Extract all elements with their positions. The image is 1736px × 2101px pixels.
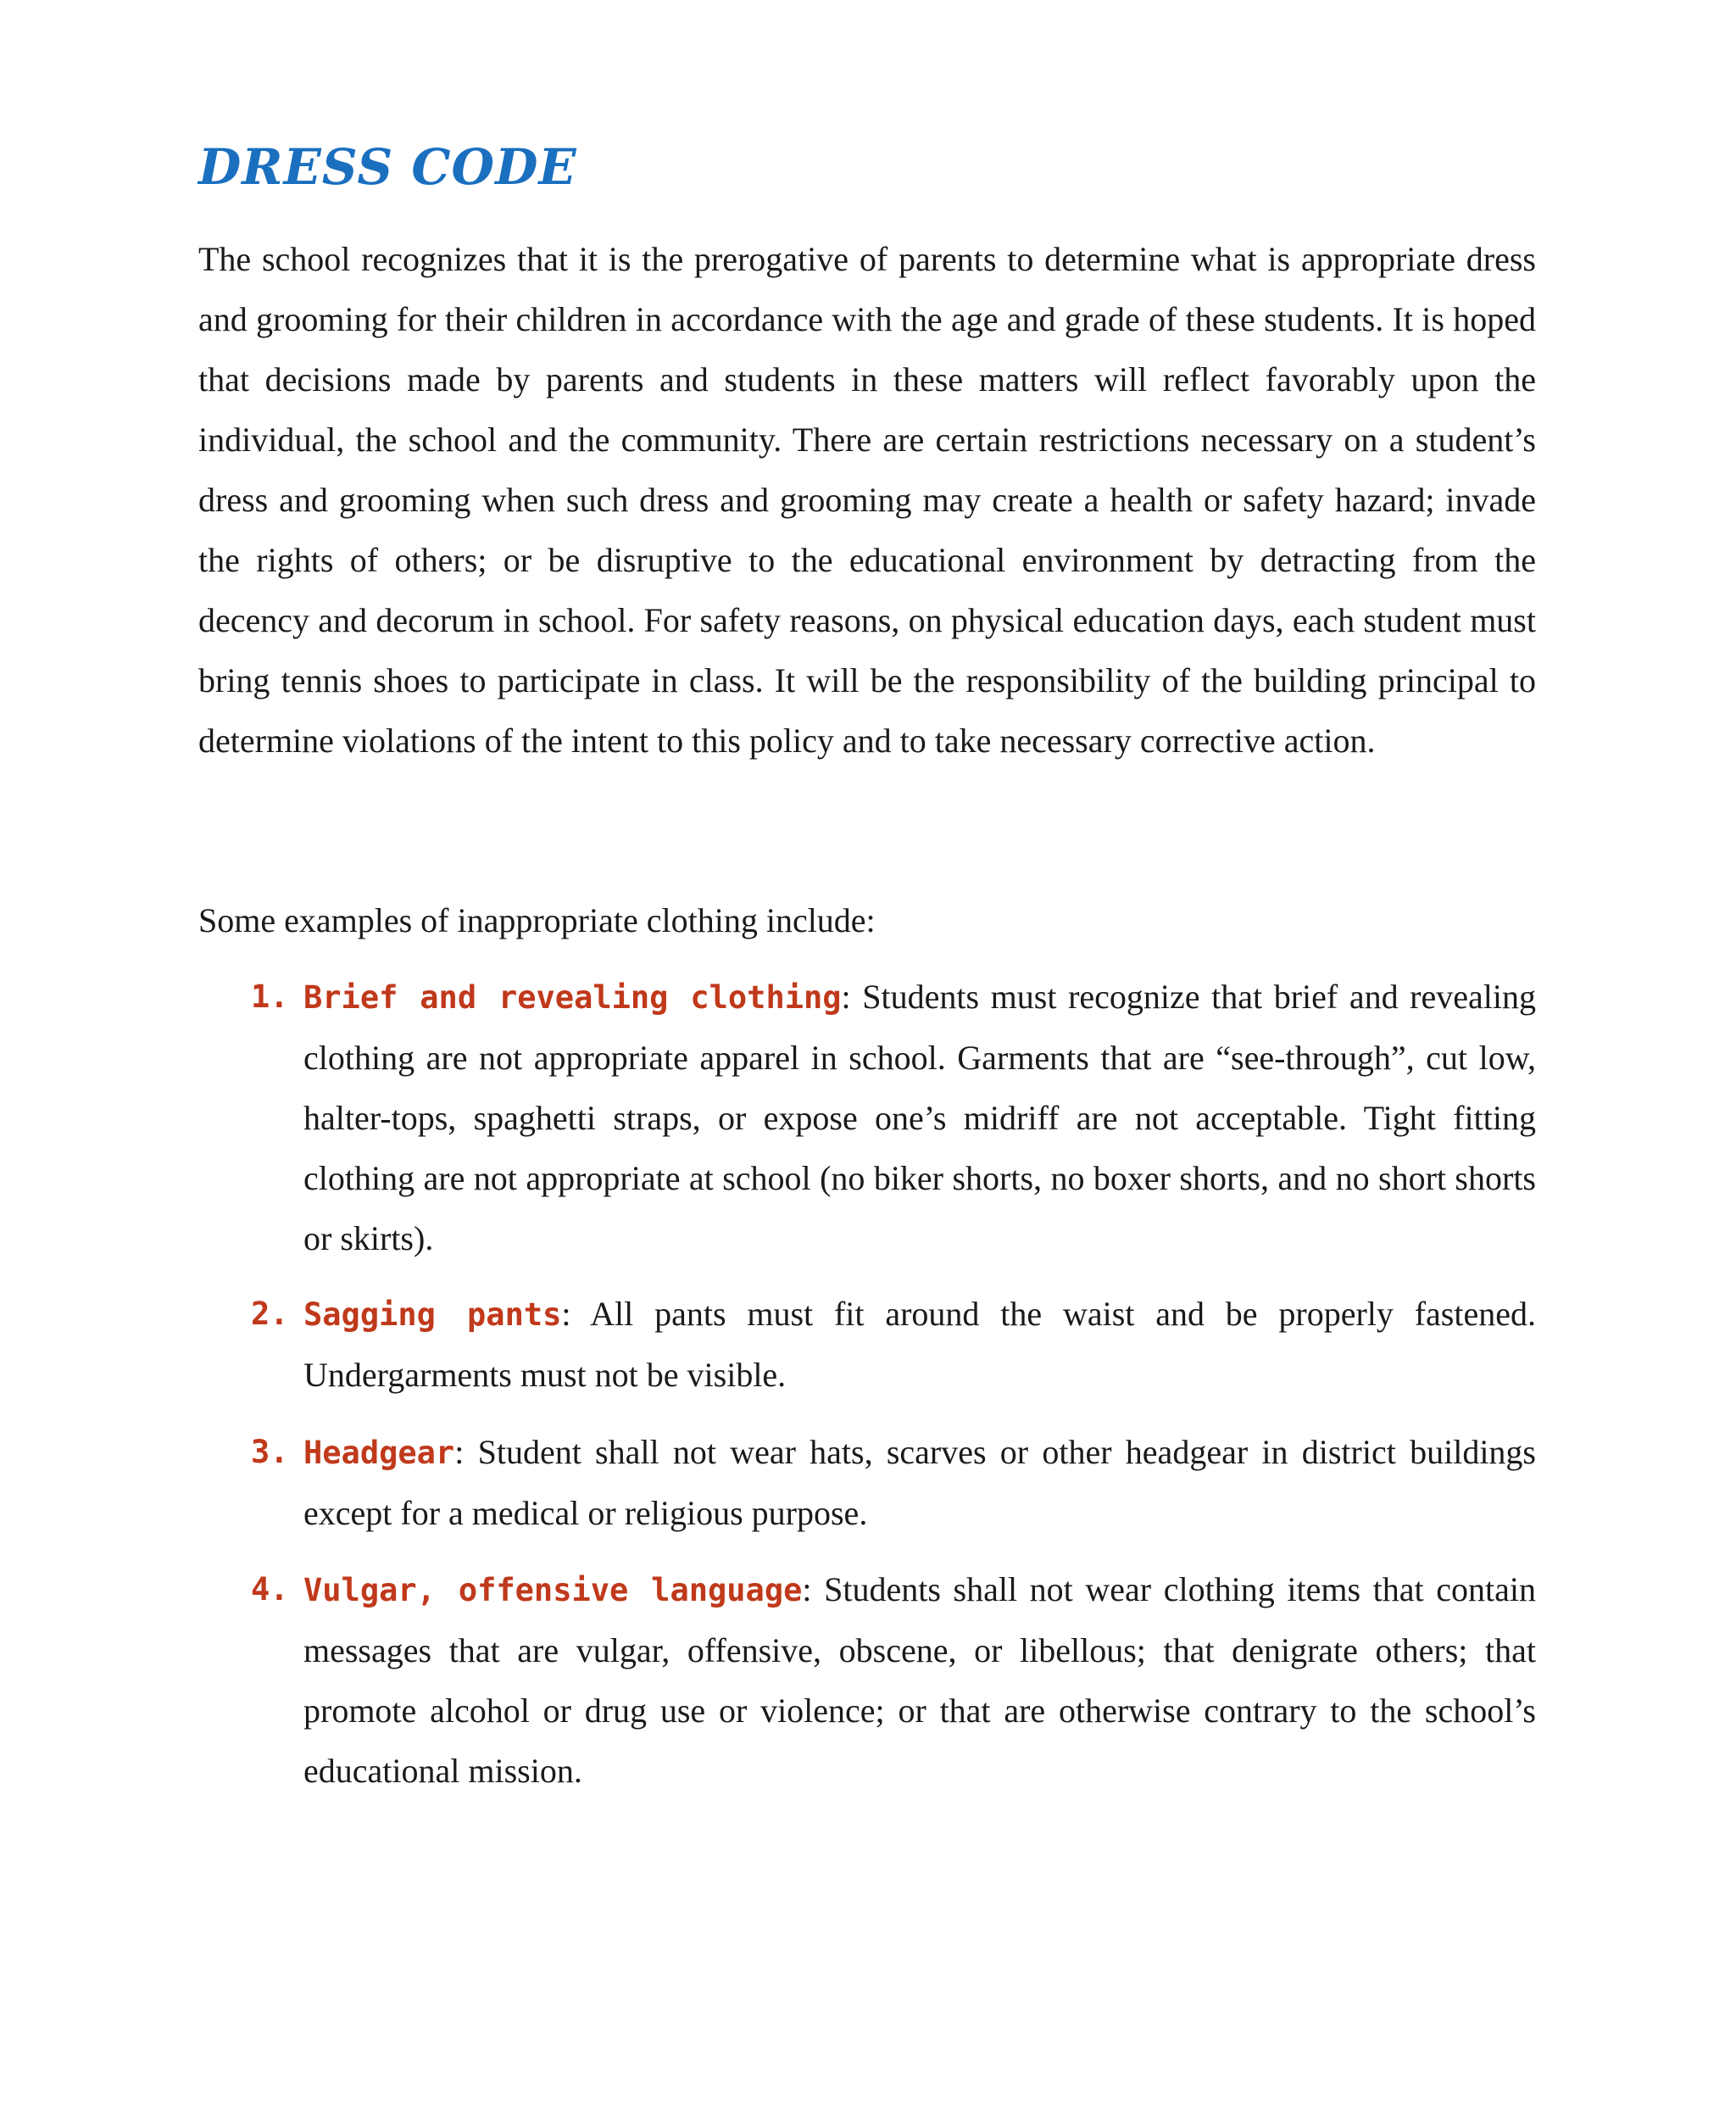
list-item-body [303,1284,1536,1405]
page-title: DRESS CODE [198,138,577,196]
list-item-term: Brief and revealing clothing [303,979,842,1016]
examples-lead-text: Some examples of inappropriate clothing include: [198,901,876,939]
list-item-description: : Students shall not wear clothing items that contain messages that are vulgar, offensive, obscene, or libellous; that denigrate others; that promote alcohol or drug use or violence; or that are otherwise contrary to the school’s educational mission. [303,1570,1536,1790]
list-item-description: : All pants must fit around the waist and be properly fastened. Undergarments must not be visible. [303,1295,1536,1394]
list-item-description: : Student shall not wear hats, scarves or other headgear in district buildings except for a medical or religious purpose. [303,1433,1536,1532]
list-item-term: Vulgar, offensive language [303,1572,803,1608]
list-item-description: : Students must recognize that brief and revealing clothing are not appropriate apparel in school. Garments that are “see-through”, cut low, halter-tops, spaghetti straps, or expose one’s midriff are not acceptable. Tight fitting clothing are not appropriate at school (no biker shorts, no boxer shorts, and no short shorts or skirts). [303,978,1536,1257]
list-item-body [303,967,1536,1268]
list-item-number: 2. [251,1296,289,1332]
list-item-term: Headgear [303,1435,455,1471]
list-item-number: 1. [251,978,289,1015]
list-item-number: 3. [251,1434,289,1470]
intro-paragraph: The school recognizes that it is the prerogative of parents to determine what is appropriate dress and grooming for their children in accordance with the age and grade of these students. It is hoped that decisions made by parents and students in these matters will reflect favorably upon the individual, the school and the community. There are certain restrictions necessary on a student’s dress and grooming when such dress and grooming may create a health or safety hazard; invade the rights of others; or be disruptive to the educational environment by detracting from the decency and decorum in school. For safety reasons, on physical education days, each student must bring tennis shoes to participate in class. It will be the responsibility of the building principal to determine violations of the intent to this policy and to take necessary corrective action. [198,240,1536,760]
list-item-body [303,1559,1536,1801]
list-item-term: Sagging pants [303,1296,562,1333]
list-item-number: 4. [251,1571,289,1608]
list-item-body [303,1422,1536,1543]
